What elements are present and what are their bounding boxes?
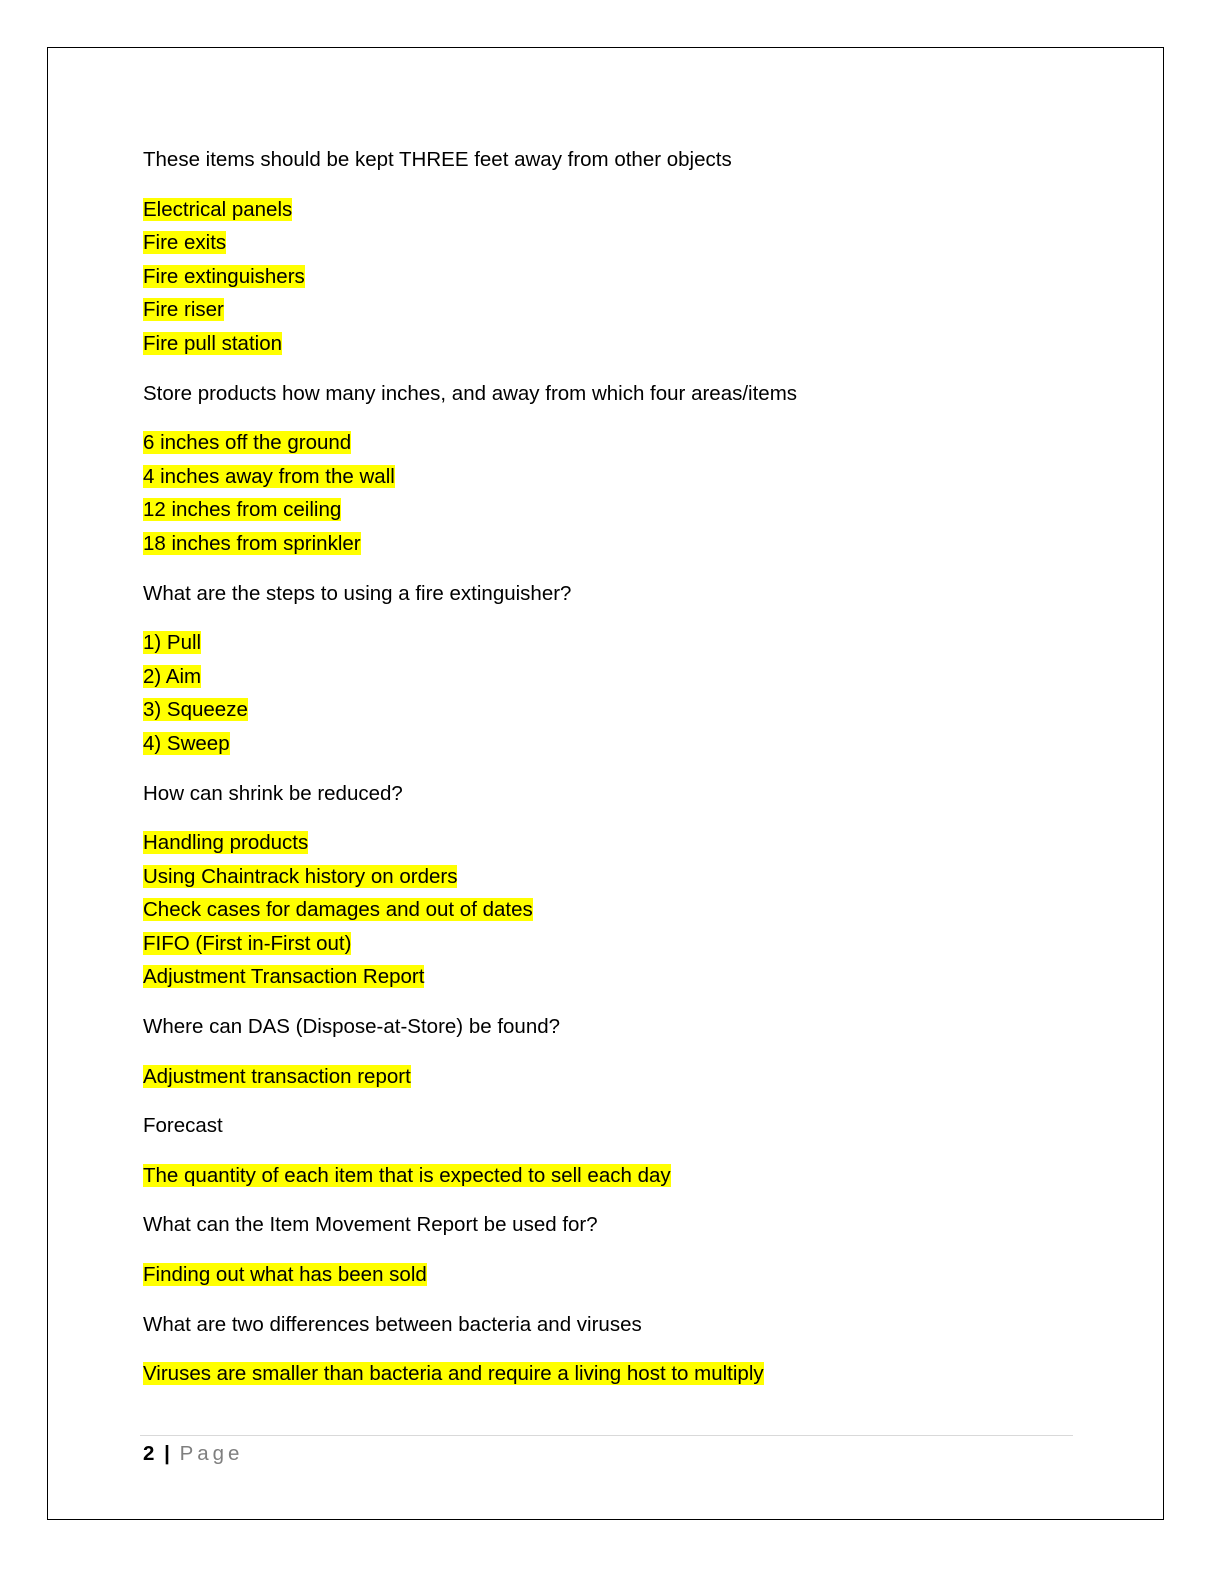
answer-list [143,1258,1073,1292]
question: What are two differences between bacteria and viruses [143,1312,642,1336]
answer-item [143,260,1073,294]
answer-item [143,927,1073,961]
question: These items should be kept THREE feet away from other objects [143,148,732,171]
highlighted-answer: Fire pull station [143,331,283,355]
document-body [143,143,1073,1407]
highlighted-answer: 4) Sweep [143,731,230,755]
page-label: Page [179,1442,244,1465]
highlighted-answer: 4 inches away from the wall [143,464,395,488]
highlighted-answer: Handling products [143,831,309,855]
answer-item [143,1159,1073,1193]
highlighted-answer: Adjustment Transaction Report [143,965,425,989]
answer-list [143,1159,1073,1193]
question: Store products how many inches, and away from which four areas/items [143,381,798,405]
page-number: 2 [143,1442,155,1465]
question: Where can DAS (Dispose-at-Store) be found? [143,1015,561,1039]
highlighted-answer: Check cases for damages and out of dates [143,898,533,922]
answer-list [143,626,1073,760]
answer-item [143,1258,1073,1292]
highlighted-answer: Fire exits [143,231,227,255]
answer-item [143,226,1073,260]
highlighted-answer: 3) Squeeze [143,698,248,722]
question: What can the Item Movement Report be used for? [143,1213,598,1237]
answer-item [143,293,1073,327]
footer-separator: | [164,1442,170,1465]
highlighted-answer: 6 inches off the ground [143,431,352,455]
answer-item [143,826,1073,860]
highlighted-answer: 1) Pull [143,631,202,655]
answer-item [143,860,1073,894]
answer-item [143,626,1073,660]
highlighted-answer: Adjustment transaction report [143,1064,411,1088]
answer-item [143,960,1073,994]
highlighted-answer: Using Chaintrack history on orders [143,864,458,888]
highlighted-answer: Fire riser [143,298,224,322]
answer-item [143,327,1073,361]
highlighted-answer: Electrical panels [143,197,293,221]
answer-list [143,1357,1073,1391]
question: How can shrink be reduced? [143,781,403,805]
highlighted-answer: The quantity of each item that is expected to sell each day [143,1163,671,1187]
answer-list [143,826,1073,994]
highlighted-answer: Fire extinguishers [143,264,305,288]
highlighted-answer: 18 inches from sprinkler [143,531,361,555]
answer-item [143,460,1073,494]
answer-item [143,1060,1073,1094]
answer-list [143,193,1073,361]
answer-item [143,193,1073,227]
highlighted-answer: FIFO (First in-First out) [143,931,352,955]
highlighted-answer: Viruses are smaller than bacteria and require a living host to multiply [143,1362,764,1386]
highlighted-answer: 12 inches from ceiling [143,498,342,522]
answer-item [143,893,1073,927]
answer-item [143,527,1073,561]
answer-list [143,426,1073,560]
highlighted-answer: Finding out what has been sold [143,1263,427,1287]
answer-item [143,426,1073,460]
answer-item [143,693,1073,727]
answer-item [143,660,1073,694]
answer-item [143,1357,1073,1391]
highlighted-answer: 2) Aim [143,664,202,688]
answer-list [143,1060,1073,1094]
answer-item [143,727,1073,761]
question: Forecast [143,1114,223,1138]
question: What are the steps to using a fire extinguisher? [143,581,572,605]
page-footer [143,1440,243,1468]
footer-divider [140,1435,1073,1436]
answer-item [143,493,1073,527]
